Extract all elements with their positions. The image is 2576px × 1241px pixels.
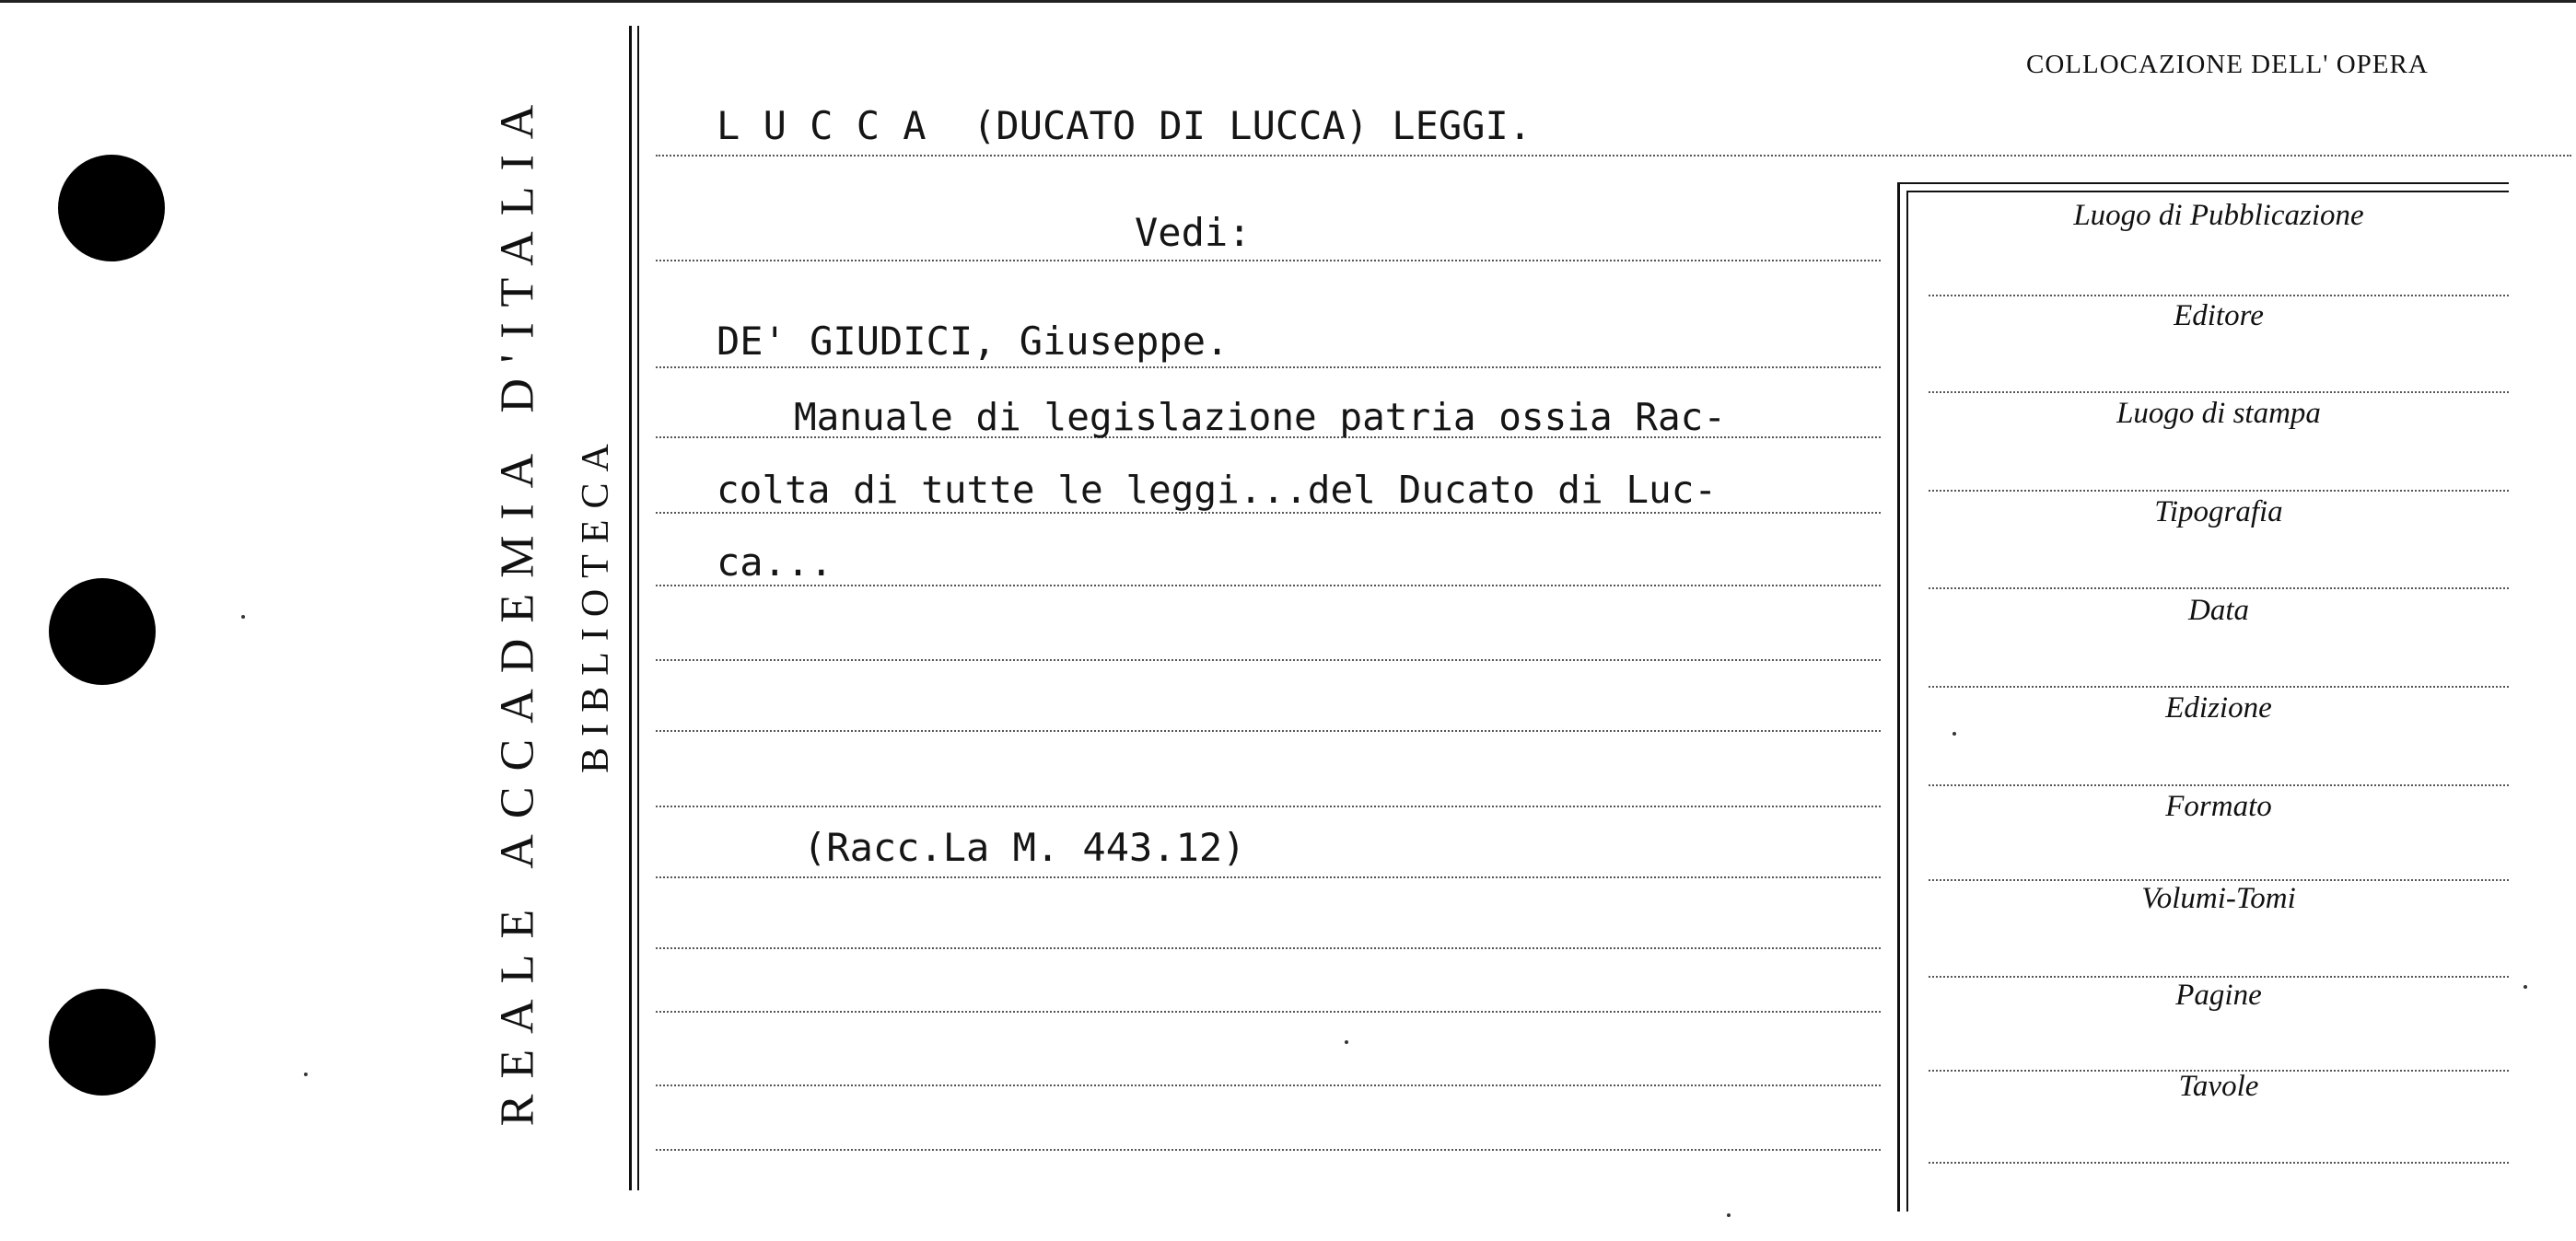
field-line (1929, 1162, 2509, 1164)
field-pagine: Pagine (2175, 979, 2262, 1012)
punch-hole-bottom (49, 989, 156, 1096)
field-line (1929, 879, 2509, 881)
entry-title-line-1: Manuale di legislazione patria ossia Rac- (794, 395, 1727, 439)
entry-heading: L U C C A (DUCATO DI LUCCA) LEGGI. (717, 103, 1533, 148)
scan-speck (1727, 1213, 1731, 1217)
field-line (1929, 295, 2509, 296)
scan-speck (1345, 1040, 1348, 1044)
field-data: Data (2188, 594, 2249, 627)
field-line (1929, 686, 2509, 688)
scan-speck (1952, 732, 1956, 736)
field-line (1929, 976, 2509, 978)
ruled-line (656, 366, 1881, 368)
ruled-line (656, 155, 2571, 157)
entry-shelfmark: (Racc.La M. 443.12) (803, 825, 1246, 870)
vertical-title: REALE ACCADEMIA D'ITALIA (491, 88, 544, 1127)
left-double-rule-a (629, 26, 632, 1190)
ruled-line (656, 730, 1881, 732)
field-line (1929, 490, 2509, 492)
ruled-line (656, 1084, 1881, 1086)
right-panel-rule-a (1897, 182, 1900, 1212)
ruled-line (656, 1149, 1881, 1151)
field-line (1929, 391, 2509, 393)
field-line (1929, 587, 2509, 589)
ruled-line (656, 659, 1881, 661)
scan-speck (241, 615, 245, 619)
punch-hole-top (58, 155, 165, 261)
right-panel-top-rule-b (1908, 191, 2509, 192)
field-luogo-stampa: Luogo di stampa (2116, 397, 2321, 430)
field-edizione: Edizione (2165, 691, 2272, 725)
field-tipografia: Tipografia (2154, 495, 2283, 528)
right-panel-rule-b (1906, 191, 1908, 1212)
right-panel-top-rule-a (1899, 182, 2509, 184)
field-formato: Formato (2165, 790, 2272, 823)
field-line (1929, 784, 2509, 786)
ruled-line (656, 1011, 1881, 1013)
scan-speck (2524, 985, 2527, 989)
ruled-line (656, 512, 1881, 514)
field-tavole: Tavole (2178, 1070, 2259, 1103)
vertical-subtitle: BIBLIOTECA (575, 433, 617, 773)
entry-author: DE' GIUDICI, Giuseppe. (717, 319, 1230, 364)
punch-hole-middle (49, 578, 156, 685)
field-editore: Editore (2174, 299, 2264, 332)
field-volumi-tomi: Volumi-Tomi (2141, 882, 2296, 915)
field-luogo-pubblicazione: Luogo di Pubblicazione (2073, 199, 2364, 232)
ruled-line (656, 806, 1881, 807)
card-top-edge (0, 0, 2576, 3)
ruled-line (656, 947, 1881, 949)
ruled-line (656, 585, 1881, 586)
collocazione-label: COLLOCAZIONE DELL' OPERA (2026, 50, 2429, 79)
entry-vedi: Vedi: (1135, 210, 1252, 255)
left-double-rule-b (637, 26, 639, 1190)
scan-speck (304, 1073, 308, 1076)
ruled-line (656, 260, 1881, 261)
ruled-line (656, 876, 1881, 878)
entry-title-line-3: ca... (717, 539, 833, 585)
entry-title-line-2: colta di tutte le leggi...del Ducato di Luc- (717, 468, 1718, 512)
